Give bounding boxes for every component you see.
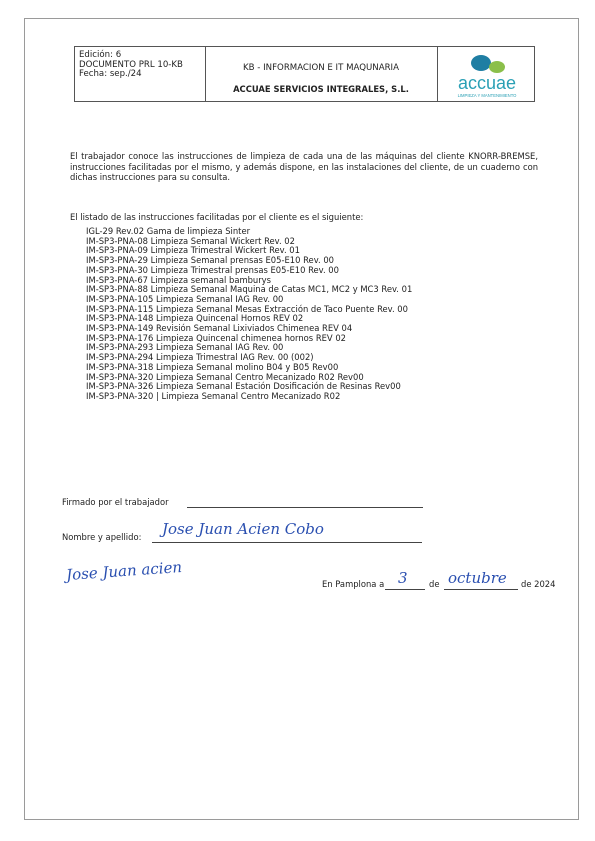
header-logo-cell	[437, 47, 534, 101]
header-meta-cell	[75, 47, 206, 101]
day-line	[385, 589, 425, 590]
signed-line	[187, 507, 423, 508]
place-label: En Pamplona a	[322, 579, 385, 589]
logo-tagline: LIMPIEZA Y MANTENIMIENTO	[457, 93, 517, 98]
handwritten-name: Jose Juan Acien Cobo	[162, 520, 324, 538]
list-intro: El listado de las instrucciones facilitadas por el cliente es el siguiente:	[70, 212, 364, 222]
de-label: de	[429, 579, 440, 589]
intro-paragraph: El trabajador conoce las instrucciones de limpieza de cada una de las máquinas del cliente KNORR-BREMSE, instrucciones facilitadas por el mismo, y además dispone, en las instalaciones del cliente, de un cuaderno con dichas instrucciones para su consulta.	[70, 151, 538, 183]
year-label: de 2024	[521, 579, 556, 589]
instruction-item: IM-SP3-PNA-326 Limpieza Semanal Estación Dosificación de Resinas Rev00	[86, 381, 401, 392]
accuae-logo	[445, 53, 529, 99]
instruction-item: IM-SP3-PNA-105 Limpieza Semanal IAG Rev. 00	[86, 293, 284, 304]
header-title-cell	[205, 47, 438, 101]
instruction-item: IGL-29 Rev.02 Gama de limpieza Sinter	[86, 226, 251, 236]
instruction-item: IM-SP3-PNA-30 Limpieza Trimestral prensas E05-E10 Rev. 00	[86, 264, 339, 275]
document-title: KB - INFORMACION E IT MAQUNARIA	[243, 63, 399, 73]
logo-leaf-icon	[489, 61, 505, 73]
instruction-item: IM-SP3-PNA-29 Limpieza Semanal prensas E05-E10 Rev. 00	[86, 255, 334, 266]
document-code: DOCUMENTO PRL 10-KB	[79, 59, 183, 70]
document-header	[74, 46, 535, 102]
instruction-item: IM-SP3-PNA-293 Limpieza Semanal IAG Rev. 00	[86, 342, 284, 353]
instruction-item: IM-SP3-PNA-88 Limpieza Semanal Maquina de Catas MC1, MC2 y MC3 Rev. 01	[86, 284, 413, 295]
instruction-item: IM-SP3-PNA-148 Limpieza Quincenal Hornos REV 02	[86, 313, 304, 324]
instruction-item: IM-SP3-PNA-320 Limpieza Semanal Centro Mecanizado R02 Rev00	[86, 371, 364, 382]
name-label: Nombre y apellido:	[62, 532, 142, 542]
document-date: Fecha: sep./24	[79, 69, 142, 80]
handwritten-signature: Jose Juan acien	[65, 557, 183, 585]
instruction-item: IM-SP3-PNA-08 Limpieza Semanal Wickert Rev. 02	[86, 235, 295, 246]
handwritten-month: octubre	[448, 569, 507, 587]
instruction-item: IM-SP3-PNA-318 Limpieza Semanal molino B04 y B05 Rev00	[86, 361, 339, 372]
name-line	[152, 542, 422, 543]
handwritten-day: 3	[398, 569, 408, 587]
logo-drop-icon	[471, 55, 491, 71]
signed-label: Firmado por el trabajador	[62, 497, 169, 507]
instruction-item: IM-SP3-PNA-115 Limpieza Semanal Mesas Extracción de Taco Puente Rev. 00	[86, 303, 408, 314]
header-meta	[79, 51, 183, 80]
logo-wordmark: accuae	[457, 73, 517, 93]
instruction-list	[86, 227, 526, 402]
instruction-item: IM-SP3-PNA-09 Limpieza Trimestral Wickert Rev. 01	[86, 245, 300, 256]
instruction-item: IM-SP3-PNA-149 Revisión Semanal Lixiviados Chimenea REV 04	[86, 323, 353, 334]
company-name: ACCUAE SERVICIOS INTEGRALES, S.L.	[233, 84, 409, 94]
instruction-item: IM-SP3-PNA-320 | Limpieza Semanal Centro Mecanizado R02	[86, 390, 341, 401]
month-line	[444, 589, 518, 590]
instruction-item: IM-SP3-PNA-176 Limpieza Quincenal chimenea hornos REV 02	[86, 332, 346, 343]
instruction-item: IM-SP3-PNA-67 Limpieza semanal bamburys	[86, 274, 272, 285]
edition-label: Edición: 6	[79, 50, 122, 60]
instruction-item: IM-SP3-PNA-294 Limpieza Trimestral IAG Rev. 00 (002)	[86, 352, 314, 363]
document-page	[24, 18, 579, 820]
